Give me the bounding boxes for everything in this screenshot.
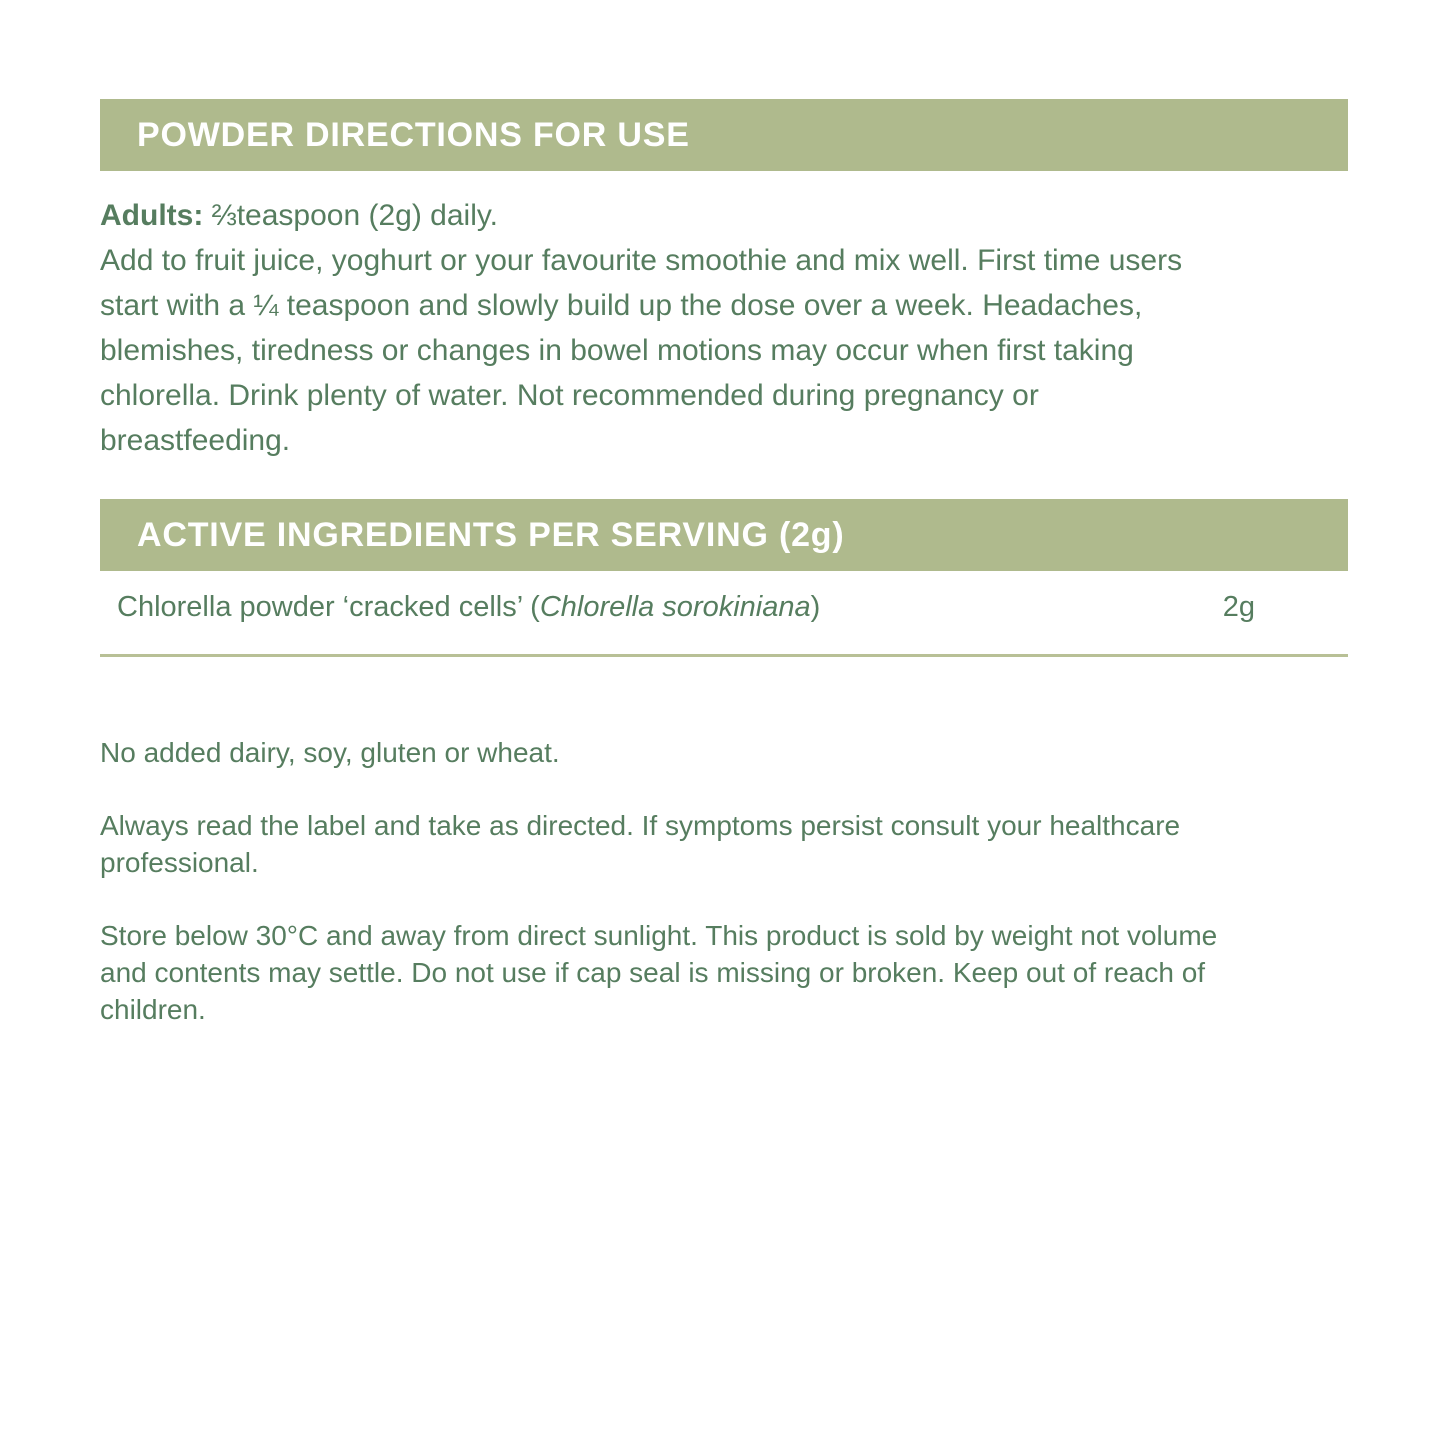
adults-label: Adults: <box>100 199 204 232</box>
ingredient-row <box>100 587 1348 627</box>
notes-section <box>100 734 1235 1028</box>
directions-body-text: Add to fruit juice, yoghurt or your favourite smoothie and mix well. First time users start with a ¼ teaspoon and slowly build up the dose over a week. Headaches, blemishes, tiredness or changes in bowel motions may occur when first taking chlorella. Drink plenty of water. Not recommended during pregnancy or breastfeeding. <box>100 244 1183 457</box>
active-ingredients-banner-title: ACTIVE INGREDIENTS PER SERVING (2g) <box>137 515 845 554</box>
ingredient-species-name: Chlorella sorokiniana <box>539 591 811 623</box>
label-advice-note: Always read the label and take as directed. If symptoms persist consult your healthcare professional. <box>100 810 1181 878</box>
active-ingredients-banner <box>100 499 1348 571</box>
adults-dose: ⅔teaspoon (2g) daily. <box>211 199 498 232</box>
ingredient-name-prefix: Chlorella powder ‘cracked cells’ ( <box>117 591 540 623</box>
allergen-note: No added dairy, soy, gluten or wheat. <box>100 737 560 768</box>
directions-banner-title: POWDER DIRECTIONS FOR USE <box>137 115 690 154</box>
ingredient-name <box>117 587 820 627</box>
ingredient-amount: 2g <box>1222 591 1255 623</box>
storage-note: Store below 30°C and away from direct sunlight. This product is sold by weight not volume and contents may settle. Do not use if cap seal is missing or broken. Keep out of reach of children. <box>100 920 1218 1025</box>
directions-banner <box>100 99 1348 171</box>
directions-dose-line <box>100 193 1200 238</box>
ingredient-name-suffix: ) <box>810 591 821 623</box>
section-divider <box>100 654 1348 657</box>
directions-paragraph <box>100 193 1200 463</box>
